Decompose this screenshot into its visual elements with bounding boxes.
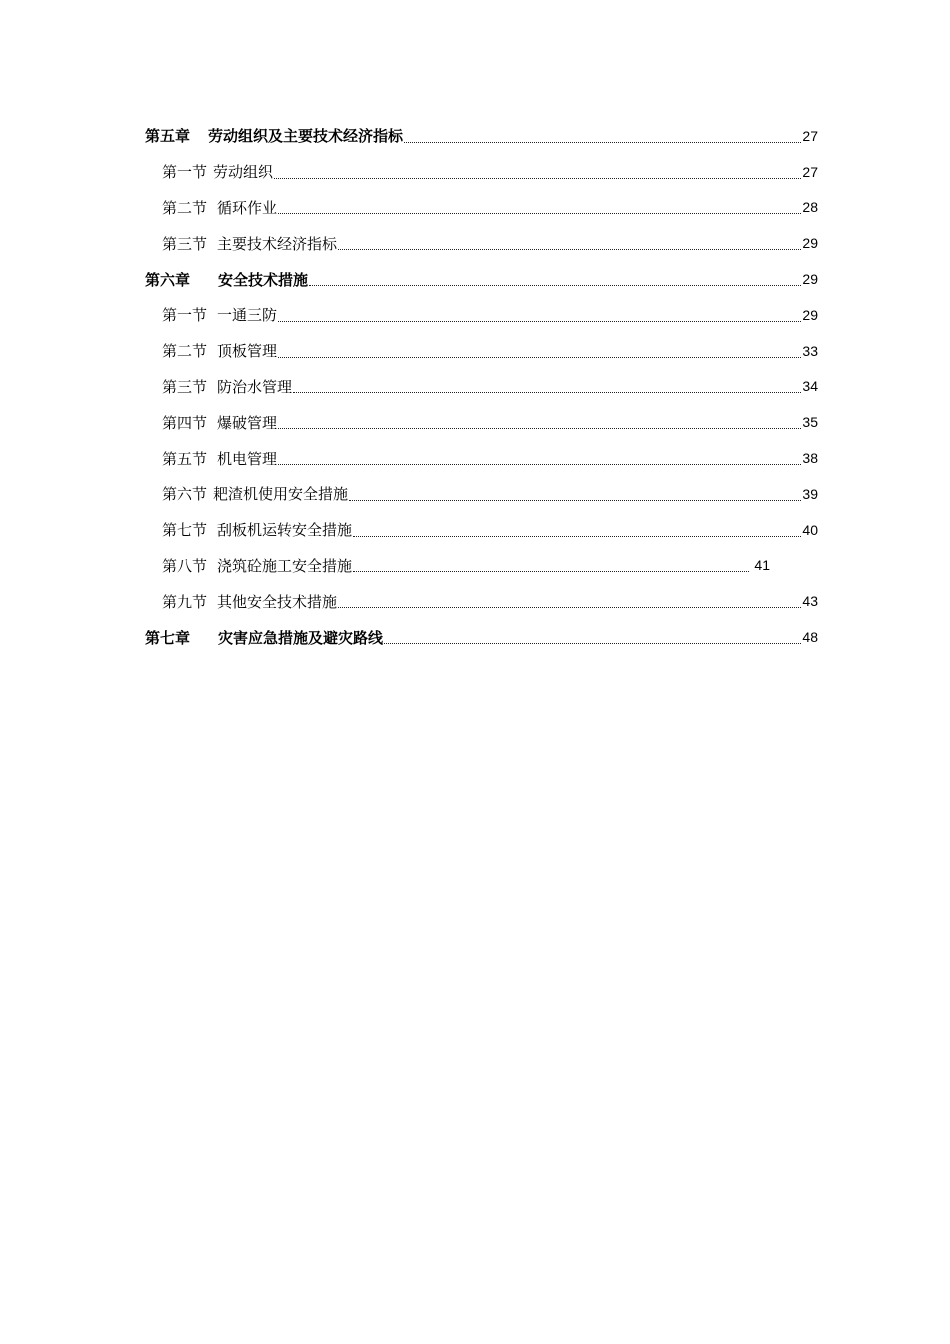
dot-leader — [384, 642, 801, 644]
section-title: 劳动组织 — [213, 163, 274, 182]
page-number: 28 — [802, 199, 818, 216]
toc-section-entry[interactable] — [0, 476, 950, 512]
toc-section-entry[interactable] — [0, 333, 950, 369]
dot-leader — [353, 535, 801, 537]
section-title: 主要技术经济指标 — [217, 234, 338, 253]
page-number: 29 — [802, 306, 818, 323]
page-number: 43 — [802, 593, 818, 610]
page-number: 35 — [802, 414, 818, 431]
dot-leader — [404, 141, 801, 143]
chapter-title: 安全技术措施 — [218, 270, 309, 289]
section-number: 第三节 — [162, 234, 208, 253]
section-number: 第一节 — [162, 306, 208, 325]
page-number: 39 — [802, 485, 818, 502]
toc-section-entry[interactable] — [0, 190, 950, 226]
page-number: 40 — [802, 521, 818, 538]
dot-leader — [278, 356, 801, 358]
section-title: 其他安全技术措施 — [217, 592, 338, 611]
toc-chapter-entry[interactable] — [0, 261, 950, 297]
toc-section-entry[interactable] — [0, 440, 950, 476]
chapter-title: 灾害应急措施及避灾路线 — [218, 628, 384, 647]
dot-leader — [309, 284, 801, 286]
section-title: 循环作业 — [217, 198, 278, 217]
section-number: 第二节 — [162, 342, 208, 361]
section-title: 机电管理 — [217, 449, 278, 468]
page-number: 34 — [802, 378, 818, 395]
section-number: 第四节 — [162, 413, 208, 432]
dot-leader — [338, 248, 801, 250]
dot-leader — [349, 499, 801, 501]
dot-leader — [293, 391, 801, 393]
section-title: 爆破管理 — [217, 413, 278, 432]
toc-section-entry[interactable] — [0, 297, 950, 333]
toc-section-entry[interactable] — [0, 225, 950, 261]
page-number: 27 — [802, 127, 818, 144]
page-number: 48 — [802, 629, 818, 646]
section-number: 第六节 — [162, 485, 208, 504]
toc-section-entry[interactable] — [0, 154, 950, 190]
section-title: 浇筑砼施工安全措施 — [217, 556, 353, 575]
dot-leader — [278, 212, 801, 214]
dot-leader — [278, 320, 801, 322]
toc-section-entry[interactable] — [0, 369, 950, 405]
section-number: 第二节 — [162, 198, 208, 217]
section-title: 一通三防 — [217, 306, 278, 325]
section-number: 第七节 — [162, 521, 208, 540]
section-title: 防治水管理 — [217, 377, 293, 396]
chapter-number: 第五章 — [145, 127, 191, 146]
chapter-number: 第六章 — [145, 270, 191, 289]
toc-section-entry[interactable] — [0, 404, 950, 440]
page-number: 41 — [754, 557, 770, 574]
section-number: 第八节 — [162, 556, 208, 575]
page-number: 29 — [802, 235, 818, 252]
section-number: 第五节 — [162, 449, 208, 468]
toc-chapter-entry[interactable] — [0, 619, 950, 655]
chapter-title: 劳动组织及主要技术经济指标 — [208, 127, 404, 146]
page-number: 27 — [802, 163, 818, 180]
page-number: 29 — [802, 271, 818, 288]
toc-chapter-entry[interactable] — [0, 118, 950, 154]
toc-section-entry[interactable] — [0, 583, 950, 619]
dot-leader — [278, 427, 801, 429]
section-title: 刮板机运转安全措施 — [217, 521, 353, 540]
chapter-number: 第七章 — [145, 628, 191, 647]
section-number: 第九节 — [162, 592, 208, 611]
section-number: 第一节 — [162, 163, 208, 182]
toc-section-entry[interactable] — [0, 548, 950, 584]
toc-section-entry[interactable] — [0, 512, 950, 548]
table-of-contents — [0, 118, 950, 655]
dot-leader — [338, 606, 801, 608]
section-title: 耙渣机使用安全措施 — [213, 485, 349, 504]
page-number: 38 — [802, 450, 818, 467]
dot-leader — [353, 570, 749, 572]
dot-leader — [278, 463, 801, 465]
section-title: 顶板管理 — [217, 342, 278, 361]
dot-leader — [274, 177, 801, 179]
page-number: 33 — [802, 342, 818, 359]
section-number: 第三节 — [162, 377, 208, 396]
